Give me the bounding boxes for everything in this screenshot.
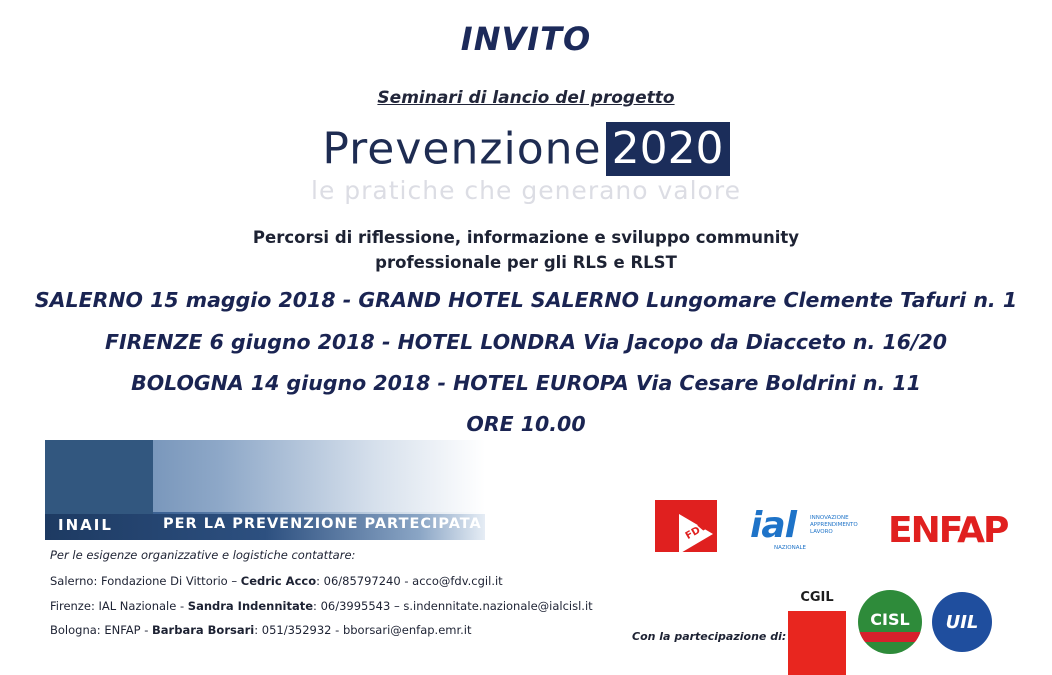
project-logo: [0, 122, 1052, 176]
project-name: Prevenzione: [322, 123, 602, 175]
contact-bologna: Bologna: ENFAP - Barbara Borsari: 051/352932 - bborsari@enfap.emr.it: [50, 623, 472, 637]
contact-phone: 06/85797240: [323, 574, 401, 588]
project-year: 2020: [606, 122, 730, 176]
contact-org: IAL Nazionale -: [98, 599, 185, 613]
contact-city: Bologna: [50, 623, 97, 637]
cisl-logo: [858, 590, 922, 654]
cisl-red-band: [858, 632, 922, 642]
event-bologna: BOLOGNA 14 giugno 2018 - HOTEL EUROPA Via Cesare Boldrini n. 11: [131, 371, 921, 395]
project-tagline: le pratiche che generano valore: [311, 176, 741, 205]
ial-logo-national: NAZIONALE: [774, 545, 807, 551]
ial-logo-subtitle: INNOVAZIONE APPRENDIMENTO LAVORO: [810, 515, 858, 535]
description-line-2: professionale per gli RLS e RLST: [375, 253, 677, 272]
event-firenze: FIRENZE 6 giugno 2018 - HOTEL LONDRA Via Jacopo da Diacceto n. 16/20: [104, 330, 947, 354]
contacts-intro: Per le esigenze organizzative e logistiche contattare:: [50, 548, 356, 562]
seminar-subtitle: Seminari di lancio del progetto: [377, 88, 675, 108]
cgil-logo: [788, 590, 846, 675]
contact-salerno: Salerno: Fondazione Di Vittorio – Cedric Acco: 06/85797240 - acco@fdv.cgil.it: [50, 574, 503, 588]
inail-slogan: PER LA PREVENZIONE PARTECIPATA: [163, 516, 482, 532]
contact-email[interactable]: s.indennitate.nazionale@ialcisl.it: [403, 599, 593, 613]
contact-phone: 051/352932: [261, 623, 332, 637]
enfap-logo: ENFAP: [888, 510, 1008, 551]
fdv-logo: [655, 500, 717, 552]
contact-org: ENFAP -: [104, 623, 149, 637]
participation-label: Con la partecipazione di:: [632, 630, 787, 643]
inail-logo: INAIL: [58, 516, 113, 534]
fdv-logo-text: FDV: [683, 521, 710, 542]
uil-logo: [932, 592, 992, 652]
ial-logo: [750, 505, 870, 553]
event-time: ORE 10.00: [466, 412, 586, 436]
contact-person: Sandra Indennitate: [187, 599, 314, 613]
ial-logo-mark: ial: [750, 505, 796, 546]
contact-person: Cedric Acco: [240, 574, 317, 588]
contact-email[interactable]: acco@fdv.cgil.it: [412, 574, 503, 588]
description-line-1: Percorsi di riflessione, informazione e sviluppo community: [252, 228, 800, 247]
cisl-logo-text: CISL: [870, 610, 910, 629]
contact-city: Firenze: [50, 599, 91, 613]
invitation-title: INVITO: [460, 20, 592, 58]
contact-phone: 06/3995543: [320, 599, 391, 613]
contact-person: Barbara Borsari: [152, 623, 255, 637]
event-salerno: SALERNO 15 maggio 2018 - GRAND HOTEL SALERNO Lungomare Clemente Tafuri n. 1: [34, 288, 1018, 312]
cgil-logo-text: CGIL: [800, 590, 834, 605]
contact-city: Salerno: [50, 574, 94, 588]
contact-email[interactable]: bborsari@enfap.emr.it: [342, 623, 472, 637]
uil-logo-text: UIL: [945, 612, 979, 633]
contact-firenze: Firenze: IAL Nazionale - Sandra Indennitate: 06/3995543 – s.indennitate.nazionale@ialcisl.it: [50, 599, 593, 613]
contact-org: Fondazione Di Vittorio –: [101, 574, 238, 588]
cgil-red-block: [788, 611, 846, 675]
